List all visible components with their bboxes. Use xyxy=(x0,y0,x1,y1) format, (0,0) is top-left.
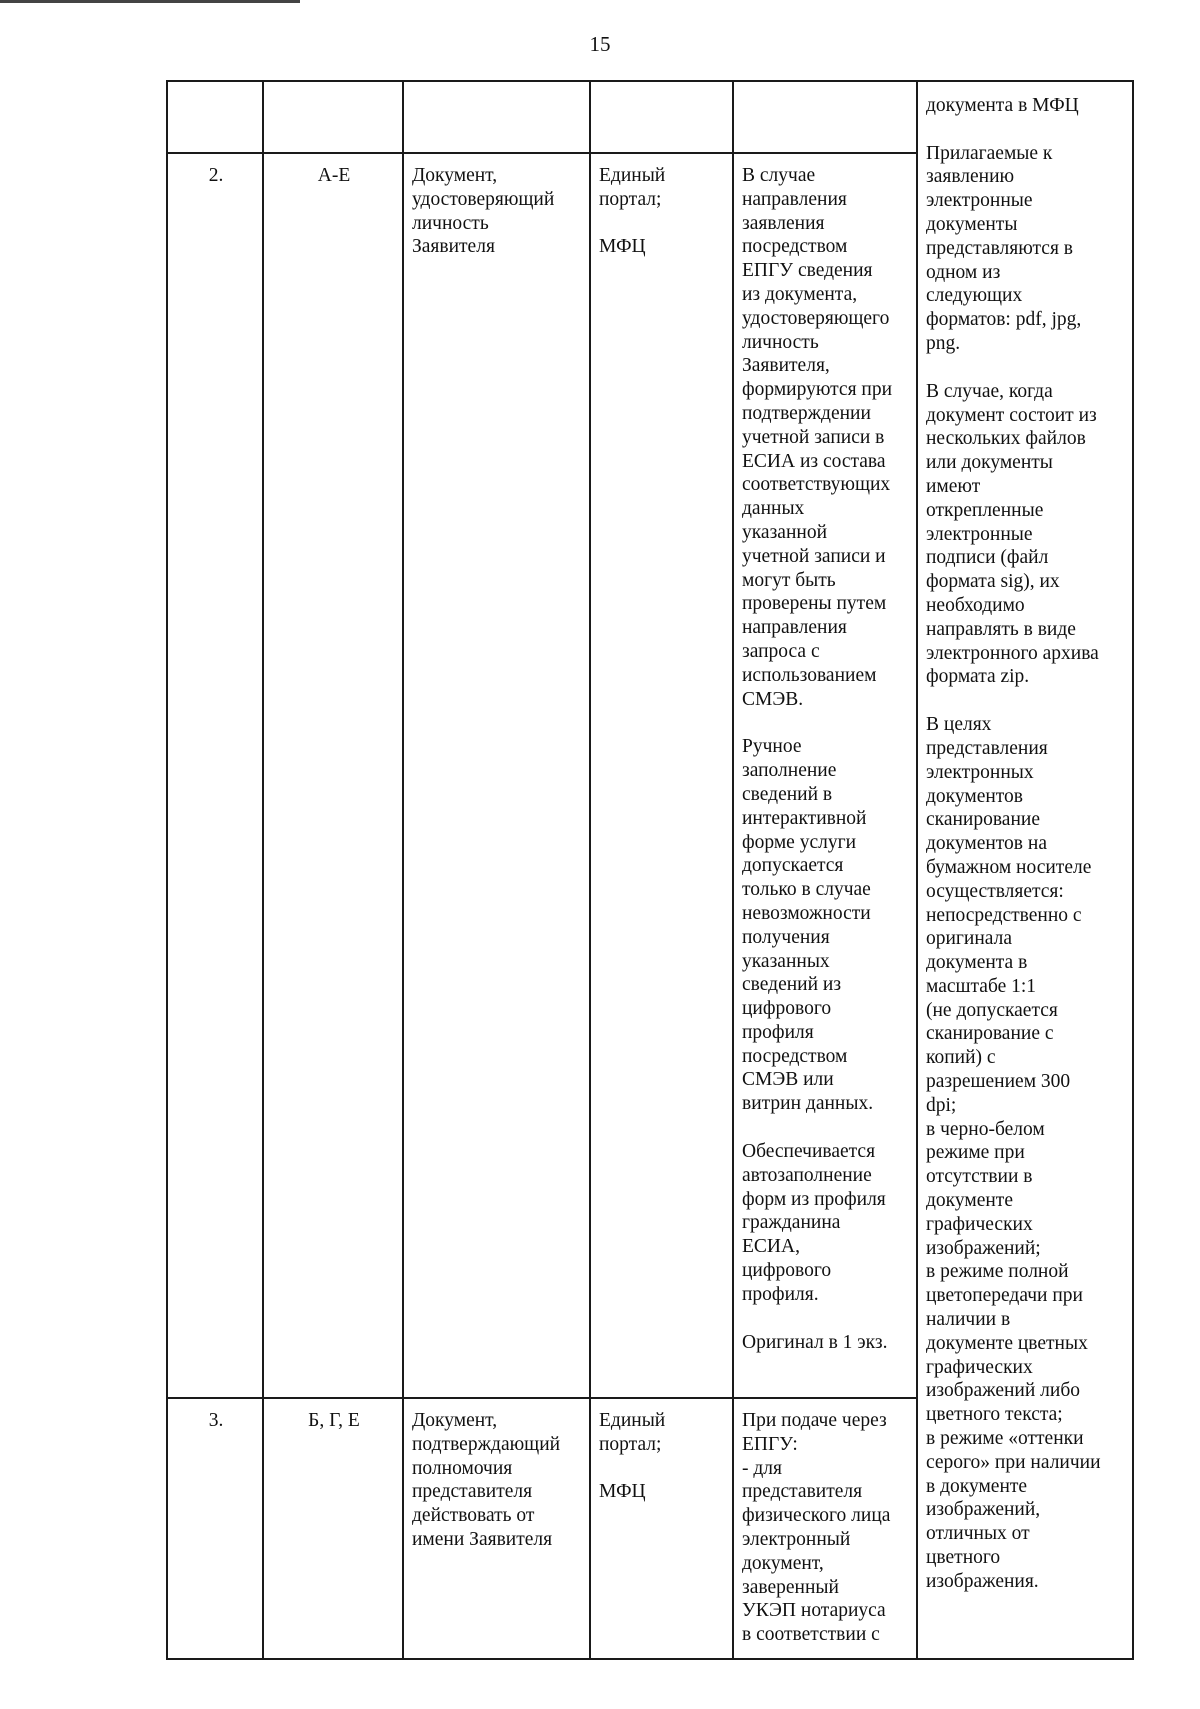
text-line: следующих xyxy=(926,285,1023,307)
text-line: dpi; xyxy=(926,1094,957,1116)
text-line: При подаче через xyxy=(742,1410,887,1431)
text-line: документы xyxy=(926,213,1018,235)
text-line: или документы xyxy=(926,452,1053,474)
text-line: - для xyxy=(742,1457,782,1479)
text-line: открепленные xyxy=(926,499,1044,521)
text-line: Единый xyxy=(599,1410,666,1431)
row-notes xyxy=(733,1398,917,1659)
document-text xyxy=(412,1409,583,1552)
text-line: формата zip. xyxy=(926,666,1030,688)
text-line: посредством xyxy=(742,1045,848,1067)
documents-table xyxy=(166,80,1134,1660)
text-line: изображения. xyxy=(926,1570,1039,1592)
row-categories: А-Е xyxy=(263,153,403,1398)
text-line: соответствующих xyxy=(742,474,891,496)
text-line: форматов: pdf, jpg, xyxy=(926,309,1082,331)
cell-empty xyxy=(403,81,590,153)
source-text xyxy=(599,1409,726,1504)
document-text xyxy=(412,164,583,259)
text-line: направления xyxy=(742,188,847,210)
cell-empty xyxy=(733,81,917,153)
text-line: из документа, xyxy=(742,283,858,305)
text-line: сканирование xyxy=(926,809,1040,831)
text-line: сведений из xyxy=(742,974,842,996)
cell-empty xyxy=(263,81,403,153)
text-line: непосредственно с xyxy=(926,904,1082,926)
text-line: наличии в xyxy=(926,1309,1011,1331)
text-line: представителя xyxy=(742,1481,863,1503)
text-line: действовать от xyxy=(412,1505,535,1527)
text-line: ЕПГУ сведения xyxy=(742,260,873,282)
row-document xyxy=(403,1398,590,1659)
text-line: сведений в xyxy=(742,783,833,805)
row-source xyxy=(590,1398,733,1659)
requirements-tail: документа в МФЦ xyxy=(926,95,1079,116)
paragraph xyxy=(742,735,910,1116)
text-line: Единый xyxy=(599,165,666,186)
text-line: документа в xyxy=(926,952,1028,974)
text-line: интерактивной xyxy=(742,807,867,829)
notes-text xyxy=(742,1409,910,1647)
text-line: в режиме полной xyxy=(926,1261,1069,1283)
row-number: 3. xyxy=(167,1398,263,1659)
text-line: допускается xyxy=(742,855,844,877)
text-line: направлять в виде xyxy=(926,618,1076,640)
text-line: проверены путем xyxy=(742,593,887,615)
text-line: в черно-белом xyxy=(926,1118,1045,1140)
text-line: осуществляется: xyxy=(926,880,1064,902)
text-line: документов xyxy=(926,785,1024,807)
text-line: данных xyxy=(742,498,805,520)
text-line: цифрового xyxy=(742,1260,832,1282)
text-line: документе цветных xyxy=(926,1332,1088,1354)
text-line: посредством xyxy=(742,236,848,258)
text-line: формируются при xyxy=(742,379,893,401)
spacer xyxy=(599,212,726,236)
cell-empty xyxy=(167,81,263,153)
text-line: формата sig), их xyxy=(926,571,1060,593)
text-line: запроса с xyxy=(742,640,820,662)
text-line: масштабе 1:1 xyxy=(926,975,1037,997)
text-line: могут быть xyxy=(742,569,836,591)
text-line: форм из профиля xyxy=(742,1188,886,1210)
text-line: физического лица xyxy=(742,1505,891,1527)
text-line: только в случае xyxy=(742,879,871,901)
text-line: Прилагаемые к xyxy=(926,142,1053,164)
paragraph xyxy=(926,380,1126,689)
page-number: 15 xyxy=(589,32,611,56)
text-line: цветопередачи при xyxy=(926,1285,1083,1307)
text-line: ЕСИА из состава xyxy=(742,450,886,472)
text-line: нескольких файлов xyxy=(926,428,1086,450)
table-row-continuation xyxy=(167,81,1133,153)
text-line: представляются в xyxy=(926,237,1074,259)
text-line: png. xyxy=(926,332,961,354)
text-line: полномочия xyxy=(412,1457,513,1479)
text-line: графических xyxy=(926,1356,1033,1378)
text-line: документ, xyxy=(742,1552,824,1574)
text-line: отсутствии в xyxy=(926,1166,1033,1188)
text-line: удостоверяющий xyxy=(412,188,555,210)
text-line: заявления xyxy=(742,212,825,234)
text-line: изображений; xyxy=(926,1237,1041,1259)
text-line: Ручное xyxy=(742,736,802,758)
text-line: Документ, xyxy=(412,1410,498,1431)
text-line: документе xyxy=(926,1190,1013,1212)
text-line: Заявителя, xyxy=(742,355,830,377)
text-line: портал; xyxy=(599,1433,662,1455)
row-document xyxy=(403,153,590,1398)
text-line: учетной записи и xyxy=(742,545,886,567)
paragraph xyxy=(742,164,910,711)
row-number: 2. xyxy=(167,153,263,1398)
text-line: профиля xyxy=(742,1021,814,1043)
text-line: в соответствии с xyxy=(742,1624,880,1646)
requirements-text xyxy=(926,142,1126,1594)
paragraph xyxy=(926,713,1126,1593)
text-line: Обеспечивается xyxy=(742,1141,876,1163)
text-line: копий) с xyxy=(926,1047,996,1069)
text-line: Документ, xyxy=(412,165,498,186)
text-line: Оригинал в 1 экз. xyxy=(742,1331,888,1353)
text-line: изображений либо xyxy=(926,1380,1080,1402)
text-line: представителя xyxy=(412,1481,533,1503)
text-line: ЕСИА, xyxy=(742,1236,800,1258)
text-line: имеют xyxy=(926,475,981,497)
text-line: В случае xyxy=(742,165,816,186)
row-notes xyxy=(733,153,917,1398)
text-line: В целях xyxy=(926,714,992,736)
text-line: использованием xyxy=(742,664,877,686)
spacer xyxy=(926,118,1126,142)
spacer xyxy=(599,1457,726,1481)
text-line: личность xyxy=(412,212,489,234)
text-line: документов на xyxy=(926,833,1047,855)
text-line: имени Заявителя xyxy=(412,1528,553,1550)
text-line: подтверждении xyxy=(742,402,871,424)
text-line: электронные xyxy=(926,190,1033,212)
text-line: ЕПГУ: xyxy=(742,1433,798,1455)
text-line: серого» при наличии xyxy=(926,1451,1101,1473)
text-line: гражданина xyxy=(742,1212,841,1234)
text-line: Заявителя xyxy=(412,236,495,258)
text-line: в документе xyxy=(926,1475,1028,1497)
text-line: заявлению xyxy=(926,166,1015,188)
text-line: В случае, когда xyxy=(926,380,1053,402)
text-line: подтверждающий xyxy=(412,1433,561,1455)
text-line: заполнение xyxy=(742,760,837,782)
text-line: представления xyxy=(926,737,1048,759)
paragraph xyxy=(742,1331,910,1355)
text-line: электронные xyxy=(926,523,1033,545)
requirements-cell xyxy=(917,81,1133,1659)
text-line: цветного текста; xyxy=(926,1404,1063,1426)
text-line: отличных от xyxy=(926,1523,1030,1545)
notes-text xyxy=(742,164,910,1354)
text-line: режиме при xyxy=(926,1142,1025,1164)
row-source xyxy=(590,153,733,1398)
text-line: графических xyxy=(926,1213,1033,1235)
text-line: одном из xyxy=(926,261,1001,283)
text-line: СМЭВ или xyxy=(742,1069,834,1091)
text-line: удостоверяющего xyxy=(742,307,890,329)
text-line: СМЭВ. xyxy=(742,688,804,710)
text-line: (не допускается xyxy=(926,999,1058,1021)
text-line: изображений, xyxy=(926,1499,1041,1521)
paragraph xyxy=(926,142,1126,356)
text-line: разрешением 300 xyxy=(926,1071,1071,1093)
text-line: МФЦ xyxy=(599,1481,646,1503)
text-line: необходимо xyxy=(926,594,1025,616)
text-line: личность xyxy=(742,331,819,353)
row-categories: Б, Г, Е xyxy=(263,1398,403,1659)
text-line: профиля. xyxy=(742,1283,819,1305)
text-line: заверенный xyxy=(742,1576,839,1598)
scan-top-rule xyxy=(0,0,300,3)
text-line: получения xyxy=(742,926,830,948)
text-line: учетной записи в xyxy=(742,426,885,448)
cell-empty xyxy=(590,81,733,153)
paragraph xyxy=(742,1140,910,1307)
text-line: указанной xyxy=(742,521,827,543)
text-line: цветного xyxy=(926,1547,1001,1569)
text-line: МФЦ xyxy=(599,236,646,258)
text-line: автозаполнение xyxy=(742,1164,872,1186)
text-line: электронных xyxy=(926,761,1034,783)
source-text xyxy=(599,164,726,259)
text-line: документ состоит из xyxy=(926,404,1097,426)
text-line: сканирование с xyxy=(926,1023,1054,1045)
text-line: УКЭП нотариуса xyxy=(742,1600,886,1622)
text-line: невозможности xyxy=(742,902,871,924)
text-line: форме услуги xyxy=(742,831,857,853)
text-line: направления xyxy=(742,617,847,639)
text-line: оригинала xyxy=(926,928,1013,950)
text-line: цифрового xyxy=(742,998,832,1020)
text-line: бумажном носителе xyxy=(926,856,1092,878)
text-line: электронный xyxy=(742,1528,851,1550)
text-line: портал; xyxy=(599,188,662,210)
text-line: указанных xyxy=(742,950,830,972)
text-line: витрин данных. xyxy=(742,1093,874,1115)
text-line: электронного архива xyxy=(926,642,1099,664)
text-line: в режиме «оттенки xyxy=(926,1428,1084,1450)
text-line: подписи (файл xyxy=(926,547,1049,569)
